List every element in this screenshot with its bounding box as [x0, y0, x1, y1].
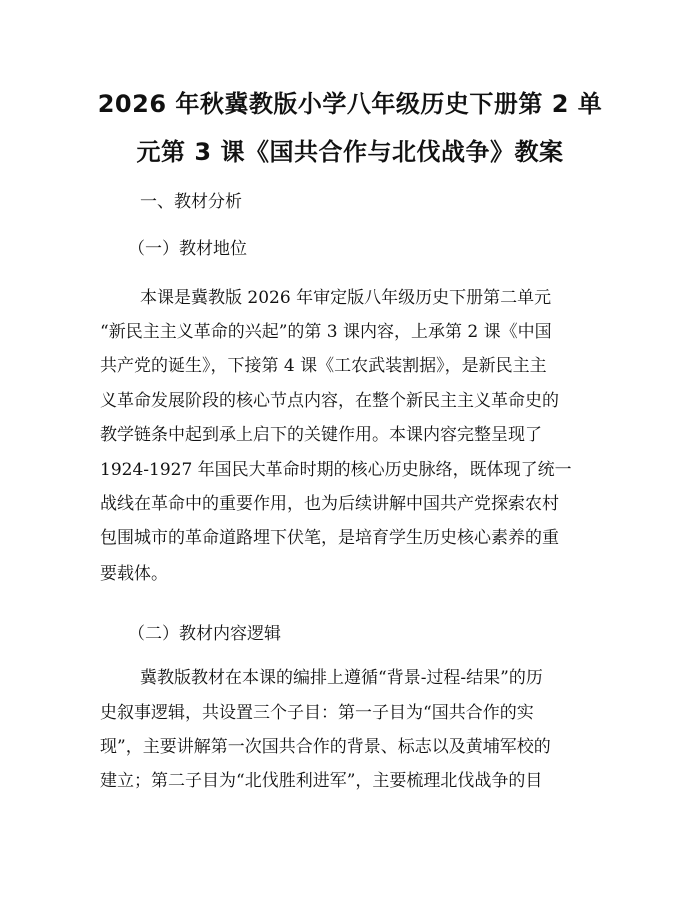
paragraph-2-line: 史叙事逻辑，共设置三个子目：第一子目为“国共合作的实 [100, 703, 534, 723]
paragraph-1-line: 要载体。 [100, 564, 168, 584]
paragraph-1-line: 1924-1927 年国民大革命时期的核心历史脉络，既体现了统一 [100, 460, 572, 480]
document-title-line-1: 2026 年秋冀教版小学八年级历史下册第 2 单 [97, 90, 603, 118]
paragraph-1-line: “新民主主义革命的兴起”的第 3 课内容，上承第 2 课《中国 [100, 322, 552, 342]
subsection-heading-2: （二）教材内容逻辑 [128, 624, 281, 644]
paragraph-1-line: 义革命发展阶段的核心节点内容，在整个新民主主义革命史的 [100, 391, 559, 411]
paragraph-1-line: 教学链条中起到承上启下的关键作用。本课内容完整呈现了 [100, 425, 542, 445]
paragraph-2-line: 现”，主要讲解第一次国共合作的背景、标志以及黄埔军校的 [100, 737, 551, 757]
section-heading: 一、教材分析 [140, 192, 242, 212]
paragraph-2-line: 建立；第二子目为“北伐胜利进军”，主要梳理北伐战争的目 [100, 771, 543, 791]
paragraph-1-line: 本课是冀教版 2026 年审定版八年级历史下册第二单元 [140, 288, 552, 308]
paragraph-2-line: 冀教版教材在本课的编排上遵循“背景-过程-结果”的历 [140, 668, 543, 688]
subsection-heading-1: （一）教材地位 [128, 239, 247, 259]
paragraph-1-line: 包围城市的革命道路埋下伏笔，是培育学生历史核心素养的重 [100, 528, 559, 548]
paragraph-1-line: 战线在革命中的重要作用，也为后续讲解中国共产党探索农村 [100, 494, 559, 514]
paragraph-1-line: 共产党的诞生》，下接第 4 课《工农武装割据》，是新民主主 [100, 356, 547, 376]
document-title-line-2: 元第 3 课《国共合作与北伐战争》教案 [136, 138, 564, 166]
